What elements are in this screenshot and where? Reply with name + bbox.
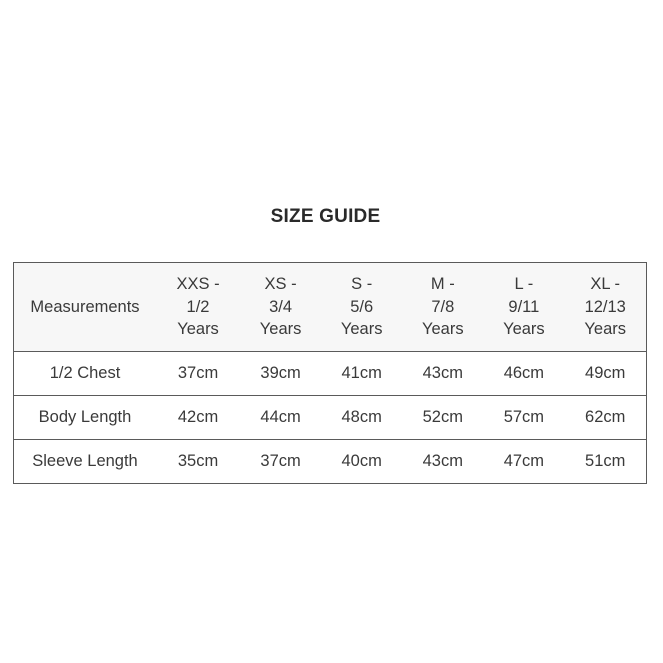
header-size-line: M -: [430, 275, 455, 294]
header-size-s: [321, 263, 402, 352]
table-cell: 47cm: [503, 452, 545, 470]
header-size-line: XXS -: [176, 275, 220, 294]
header-size-line: S -: [351, 275, 373, 294]
header-row: [14, 263, 647, 352]
table-row-body-length: [14, 396, 647, 440]
table-cell: 62cm: [585, 408, 626, 426]
header-size-line: Years: [340, 320, 383, 339]
table-header: [14, 263, 647, 352]
header-size-line: 3/4: [269, 297, 293, 316]
header-size-line: L -: [514, 275, 534, 294]
header-size-line: Years: [421, 320, 464, 339]
header-size-line: 1/2: [186, 297, 210, 316]
table-cell: 51cm: [585, 452, 626, 470]
header-size-xl: [564, 263, 646, 352]
page-title: SIZE GUIDE: [270, 206, 381, 227]
header-size-line: Years: [259, 320, 302, 339]
table-body: [14, 352, 647, 484]
table-cell: 46cm: [503, 364, 545, 382]
table-cell: 37cm: [177, 364, 219, 382]
table-cell: 52cm: [422, 408, 463, 426]
table-cell: 43cm: [422, 364, 463, 382]
table-cell: 57cm: [503, 408, 545, 426]
header-measurements: Measurements: [30, 297, 140, 316]
table-row-chest: [14, 352, 647, 396]
table-cell: 43cm: [422, 452, 463, 470]
header-size-xxs: [156, 263, 240, 352]
header-size-line: Years: [584, 320, 626, 339]
table-cell: 44cm: [260, 408, 301, 426]
header-size-line: Years: [177, 320, 219, 339]
header-size-line: XS -: [264, 275, 297, 294]
table-cell: 42cm: [177, 408, 219, 426]
header-size-line: Years: [503, 320, 545, 339]
table-cell: 49cm: [585, 364, 626, 382]
header-size-l: [483, 263, 564, 352]
table-cell: 35cm: [177, 452, 219, 470]
table-row-sleeve-length: [14, 440, 647, 484]
table-cell: 37cm: [260, 452, 301, 470]
header-size-line: 5/6: [350, 297, 374, 316]
table-cell: 39cm: [260, 364, 301, 382]
table-cell: 41cm: [341, 364, 382, 382]
header-size-m: [402, 263, 483, 352]
size-guide-table: [13, 262, 647, 484]
header-size-line: 9/11: [508, 297, 540, 316]
header-size-line: XL -: [590, 275, 621, 294]
header-size-xs: [240, 263, 321, 352]
row-label: 1/2 Chest: [49, 364, 121, 382]
header-size-line: 7/8: [431, 297, 455, 316]
header-size-line: 12/13: [584, 297, 626, 316]
row-label: Body Length: [38, 408, 132, 426]
table-cell: 40cm: [341, 452, 382, 470]
table-cell: 48cm: [341, 408, 382, 426]
row-label: Sleeve Length: [32, 452, 138, 470]
